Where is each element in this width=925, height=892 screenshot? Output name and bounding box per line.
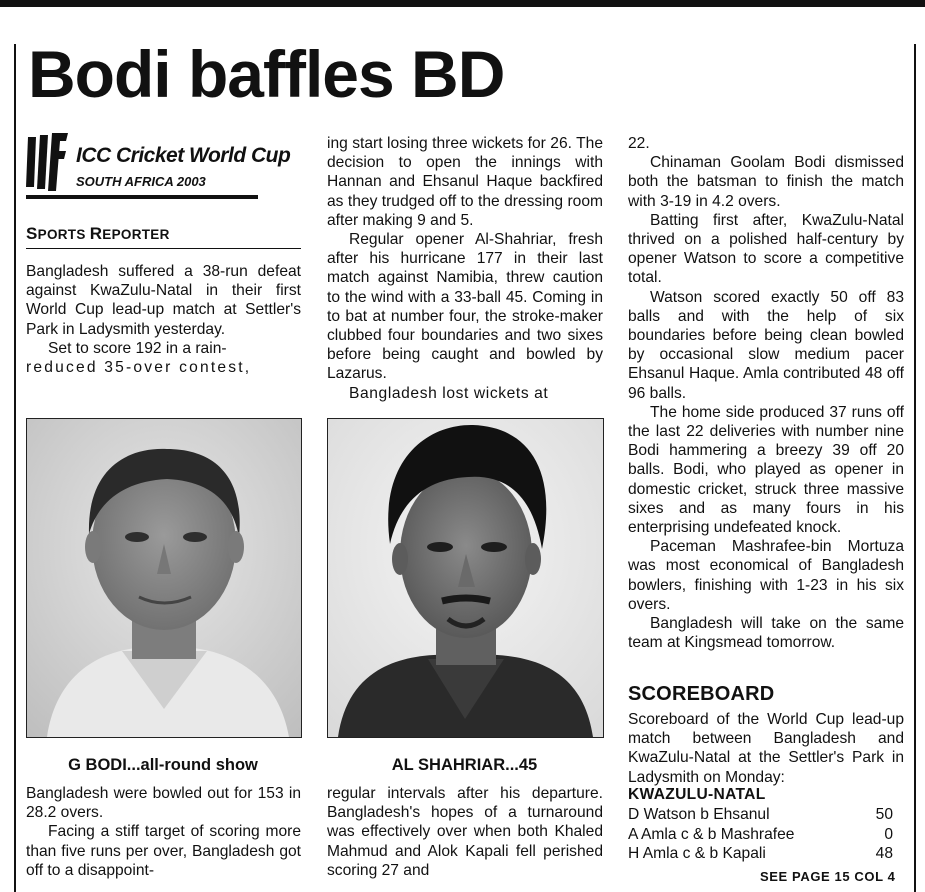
left-column-rule: [14, 44, 16, 892]
logo-underline: [26, 195, 258, 199]
paragraph: Facing a stiff target of scoring more than five runs per over, Bangladesh got off to a disappoint-: [26, 823, 301, 879]
right-column-rule: [914, 44, 916, 892]
column-1-top: [26, 262, 301, 377]
byline-smallcaps-1: PORTS: [37, 227, 90, 242]
paragraph: Bangladesh suffered a 38-run defeat against KwaZulu-Natal in their first World Cup lead-up match at Settler's Park in Ladysmith yesterday.: [26, 263, 301, 338]
paragraph: Bangladesh were bowled out for 153 in 28.2 overs.: [26, 785, 301, 822]
paragraph: 22.: [628, 135, 650, 152]
icc-logo: [26, 133, 306, 203]
portrait-image: [328, 419, 603, 737]
paragraph: reduced 35-over contest,: [26, 359, 252, 377]
icc-world-cup-mark-icon: [26, 133, 70, 191]
photo-caption-g-bodi: G BODI...all-round show: [68, 756, 258, 774]
paragraph: Regular opener Al-Shahriar, fresh after his hurricane 177 in their last match against Namibia, threw caution to the wind with a 33-ball 45. Coming in to bat at number four, the stroke-maker clubbed four boundaries and two sixes before being caught and bowled by Lazarus.: [327, 231, 603, 383]
runs: 50: [875, 806, 893, 823]
paragraph: The home side produced 37 runs off the last 22 deliveries with number nine Bodi hammering a breezy 39 off 20 balls. Bodi, who played as opener in domestic cricket, struck three massive sixes and as many fours in his enterprising undefeated knock.: [628, 403, 904, 537]
batsman: D Watson b Ehsanul: [628, 806, 770, 823]
scoreboard-heading: SCOREBOARD: [628, 683, 775, 705]
runs: 48: [875, 845, 893, 862]
paragraph: Paceman Mashrafee-bin Mortuza was most economical of Bangladesh bowlers, finishing with 1-23 in his six overs.: [628, 538, 904, 613]
batsman: H Amla c & b Kapali: [628, 845, 766, 862]
paragraph: regular intervals after his departure. Bangladesh's hopes of a turnaround was effectively over when both Khaled Mahmud and Alok Kapali fell perished scoring 27 and: [327, 785, 603, 879]
column-1-bottom: [26, 784, 301, 880]
byline: [26, 224, 170, 244]
column-2-top: [327, 134, 603, 403]
photo-al-shahriar: [327, 418, 604, 738]
portrait-image: [27, 419, 301, 737]
headline: Bodi baffles BD: [28, 37, 505, 111]
scoreboard-row: [628, 805, 893, 825]
byline-initial-2: R: [89, 224, 103, 243]
logo-title: ICC Cricket World Cup: [76, 144, 291, 167]
scoreboard-intro: Scoreboard of the World Cup lead-up match between Bangladesh and KwaZulu-Natal at the Settler's Park in Ladysmith on Monday:: [628, 711, 904, 786]
continuation-note: SEE PAGE 15 COL 4: [760, 869, 896, 884]
scoreboard-row: [628, 825, 893, 845]
batsman: A Amla c & b Mashrafee: [628, 825, 795, 843]
paragraph: Chinaman Goolam Bodi dismissed both the batsman to finish the match with 3-19 in 4.2 overs.: [628, 154, 904, 210]
byline-initial-1: S: [26, 224, 38, 243]
photo-g-bodi: [26, 418, 302, 738]
runs: 0: [884, 825, 893, 843]
scoreboard-team: KWAZULU-NATAL: [628, 786, 766, 803]
photo-caption-al-shahriar: AL SHAHRIAR...45: [391, 756, 538, 774]
paragraph: Batting first after, KwaZulu-Natal thrived on a polished half-century by opener Watson to score a competitive total.: [628, 211, 904, 287]
byline-smallcaps-2: EPORTER: [102, 227, 170, 242]
scoreboard-row: [628, 844, 893, 864]
paragraph: Set to score 192 in a rain-: [48, 339, 227, 357]
column-2-bottom: [327, 784, 603, 880]
logo-subtitle: SOUTH AFRICA 2003: [76, 174, 206, 189]
paragraph: ing start losing three wickets for 26. The decision to open the innings with Hannan and Ehsanul Haque backfired as they trudged off to the dressing room after making 9 and 5.: [327, 135, 603, 229]
paragraph: Watson scored exactly 50 off 83 balls and with the help of six boundaries before being clean bowled by occasional slow medium pacer Ehsanul Haque. Amla contributed 48 off 96 balls.: [628, 288, 904, 402]
scoreboard-rows: [628, 805, 893, 864]
top-border: [0, 0, 925, 7]
paragraph: Bangladesh lost wickets at: [349, 384, 549, 402]
byline-rule: [26, 248, 301, 249]
column-3: [628, 134, 904, 652]
paragraph: Bangladesh will take on the same team at Kingsmead tomorrow.: [628, 615, 904, 652]
